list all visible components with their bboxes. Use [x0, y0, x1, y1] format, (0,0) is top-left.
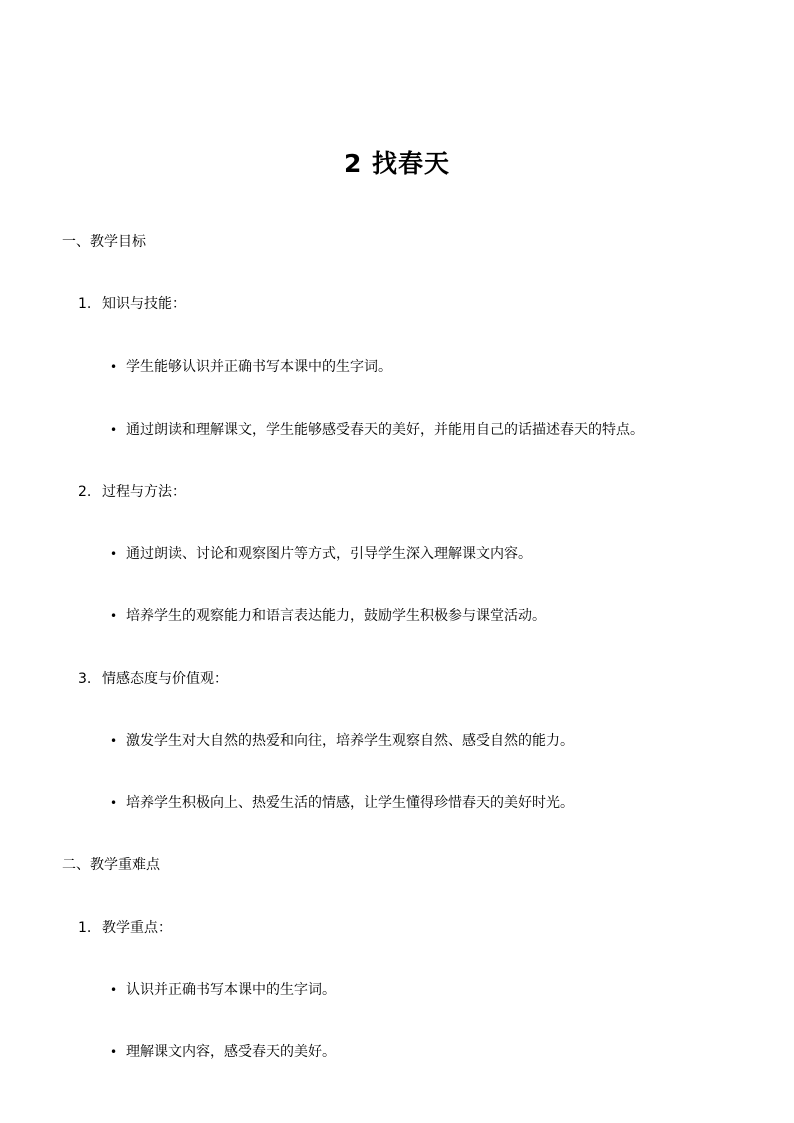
bullet-dot-icon: • — [110, 609, 118, 623]
bullet-text: 学生能够认识并正确书写本课中的生字词。 — [126, 359, 392, 375]
bullet-dot-icon: • — [110, 796, 118, 810]
item-number: 3. — [78, 671, 92, 687]
bullet-text: 通过朗读、讨论和观察图片等方式，引导学生深入理解课文内容。 — [126, 546, 532, 562]
item-label: 过程与方法： — [102, 484, 186, 500]
bullet-dot-icon: • — [110, 734, 118, 748]
bullet-text: 培养学生的观察能力和语言表达能力，鼓励学生积极参与课堂活动。 — [126, 608, 546, 624]
item-number: 1. — [78, 296, 92, 312]
bullet-item — [110, 791, 574, 815]
bullet-dot-icon: • — [110, 1045, 118, 1059]
numbered-item-teaching-focus — [78, 916, 172, 940]
item-label: 知识与技能： — [102, 296, 186, 312]
bullet-dot-icon: • — [110, 983, 118, 997]
item-number: 1. — [78, 920, 92, 936]
bullet-item — [110, 542, 532, 566]
numbered-item-process-methods — [78, 480, 186, 504]
section-heading-key-difficult-points: 二、教学重难点 — [62, 857, 160, 873]
bullet-text: 激发学生对大自然的热爱和向往，培养学生观察自然、感受自然的能力。 — [126, 733, 574, 749]
numbered-item-emotion-values — [78, 667, 228, 691]
section-heading-teaching-goals: 一、教学目标 — [62, 234, 146, 250]
bullet-text: 认识并正确书写本课中的生字词。 — [126, 982, 336, 998]
bullet-text: 通过朗读和理解课文，学生能够感受春天的美好，并能用自己的话描述春天的特点。 — [126, 422, 644, 438]
bullet-dot-icon: • — [110, 423, 118, 437]
bullet-text: 培养学生积极向上、热爱生活的情感，让学生懂得珍惜春天的美好时光。 — [126, 795, 574, 811]
bullet-item — [110, 729, 574, 753]
numbered-item-knowledge-skills — [78, 292, 186, 316]
bullet-item — [110, 355, 392, 379]
bullet-text: 理解课文内容，感受春天的美好。 — [126, 1044, 336, 1060]
bullet-item — [110, 978, 336, 1002]
item-label: 教学重点： — [102, 920, 172, 936]
bullet-item — [110, 604, 546, 628]
item-number: 2. — [78, 484, 92, 500]
item-label: 情感态度与价值观： — [102, 671, 228, 687]
bullet-dot-icon: • — [110, 360, 118, 374]
bullet-item — [110, 1040, 336, 1064]
page-title: 2 找春天 — [343, 149, 451, 178]
bullet-item — [110, 418, 644, 442]
bullet-dot-icon: • — [110, 547, 118, 561]
